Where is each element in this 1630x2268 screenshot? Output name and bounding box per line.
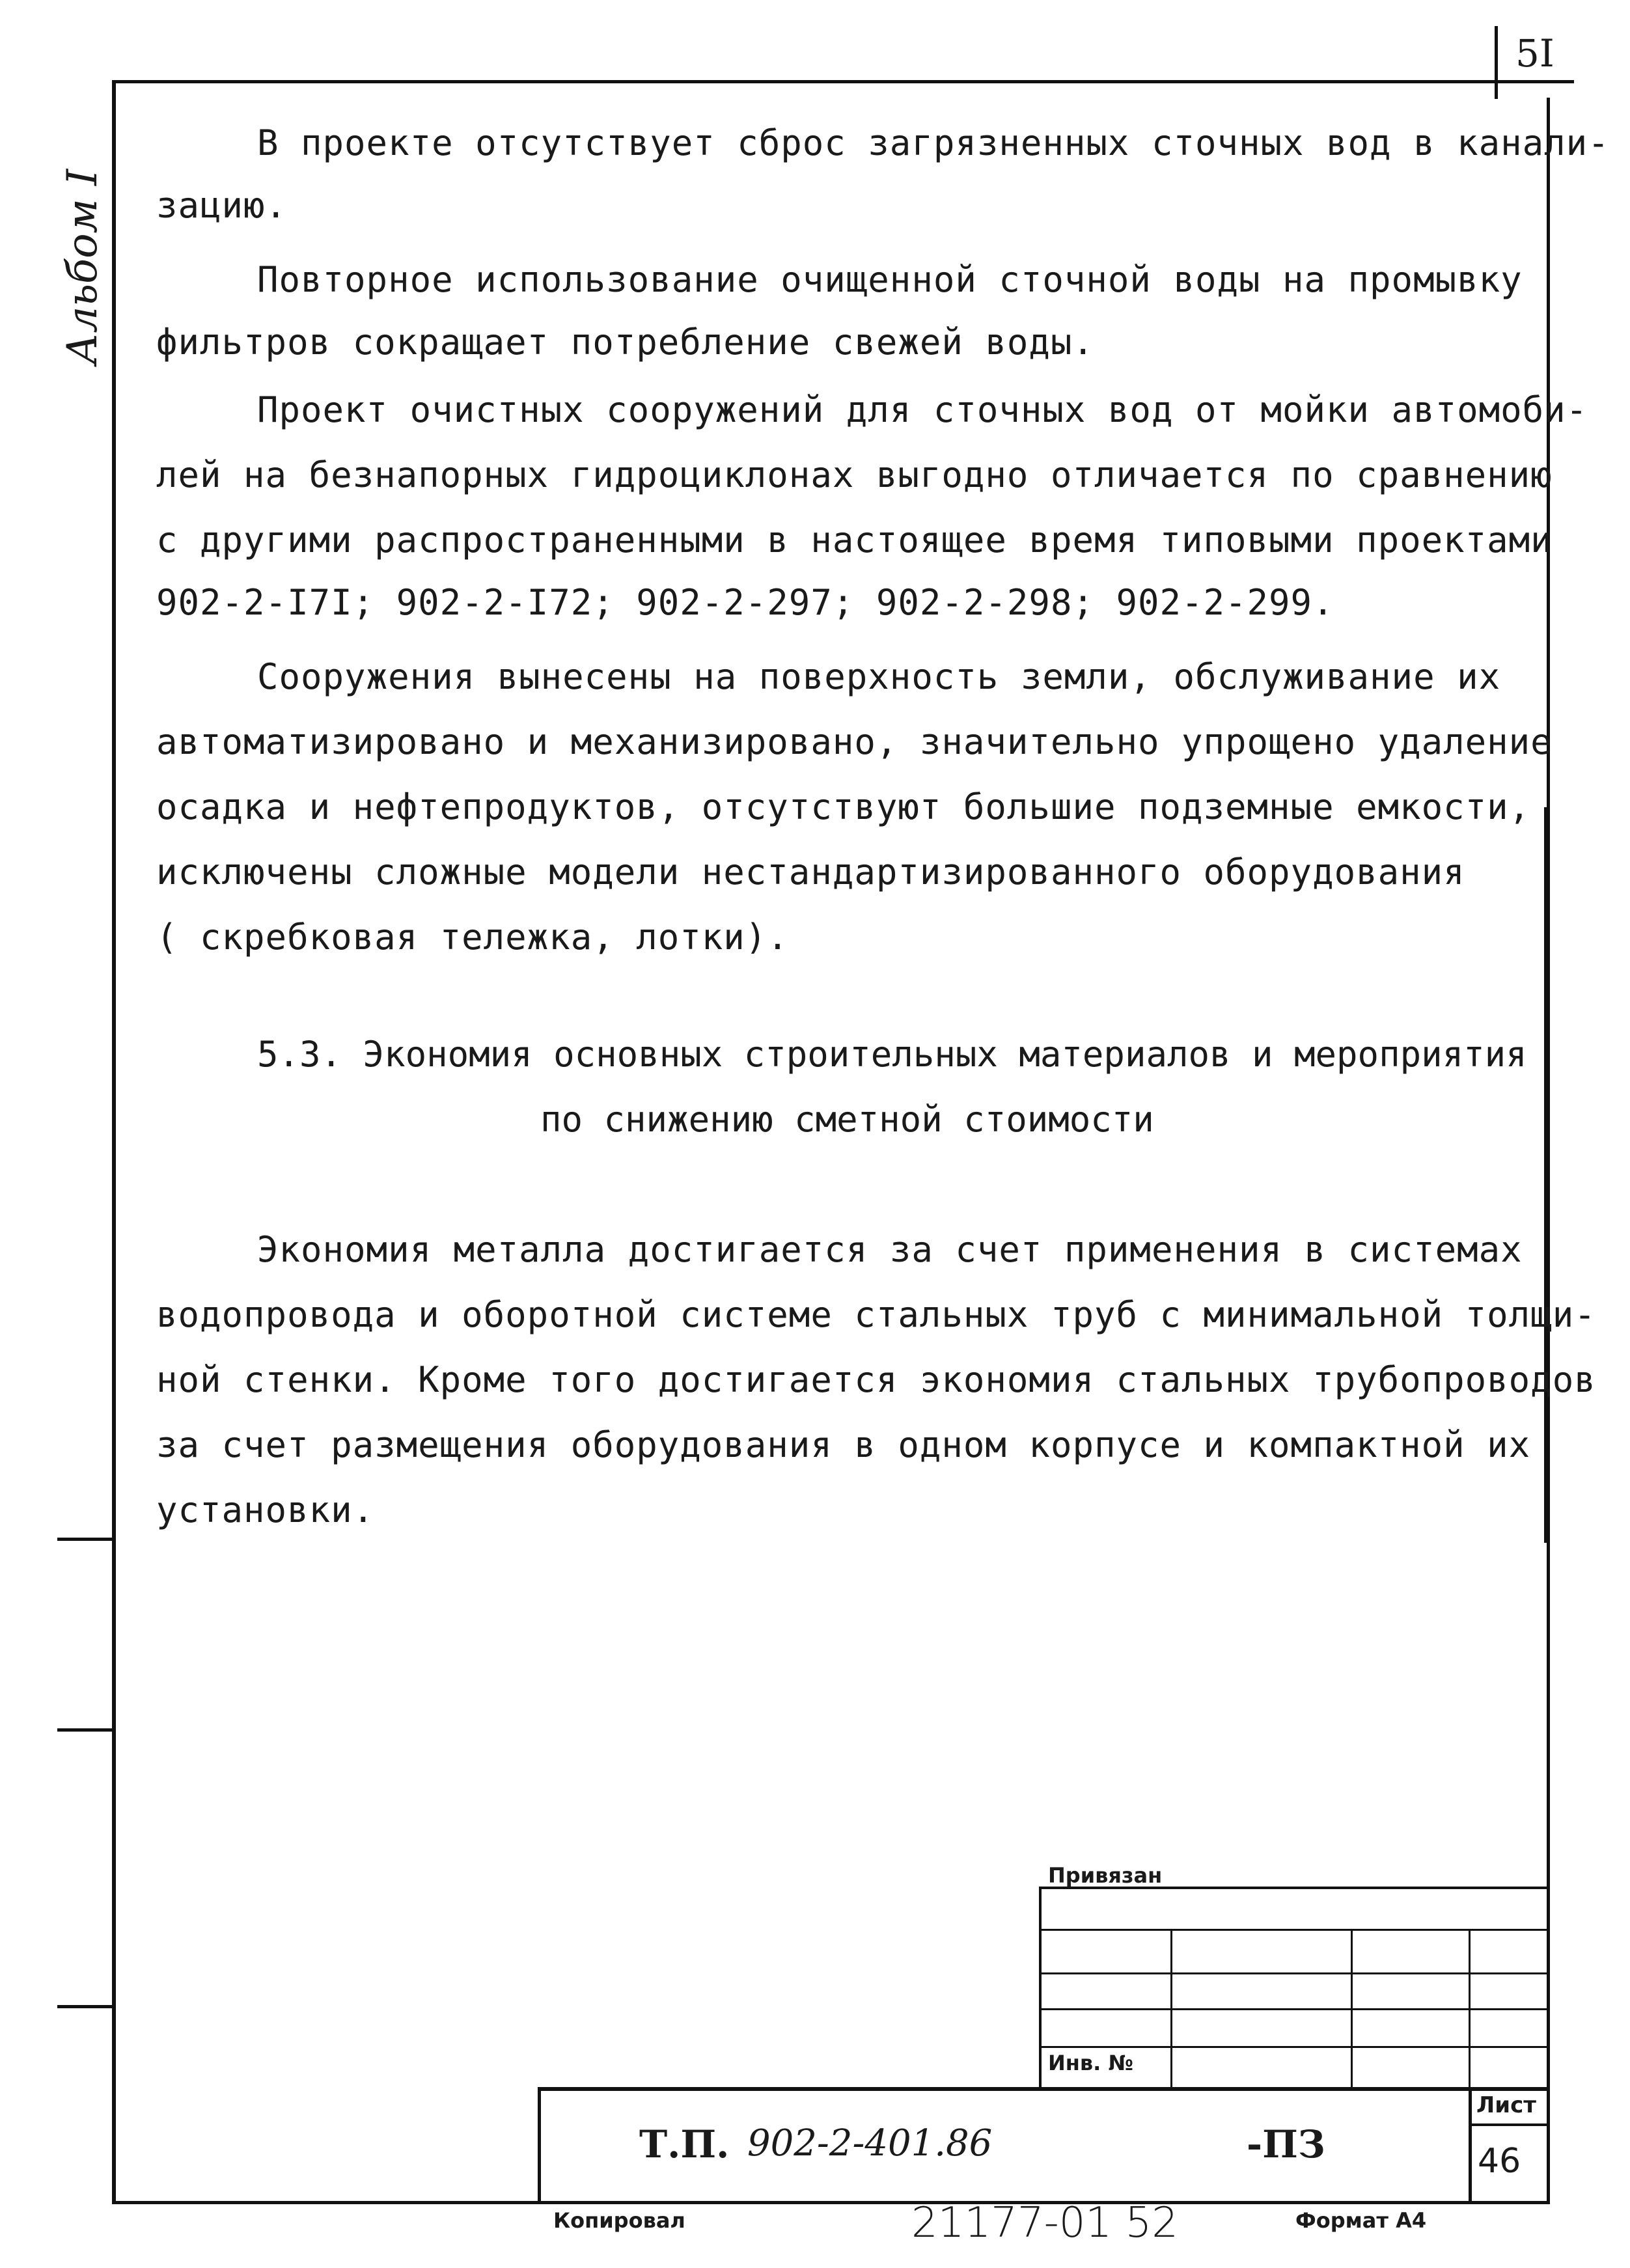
inv-no-label: Инв. № — [1048, 2051, 1133, 2075]
sheet-label: Лист — [1476, 2092, 1536, 2118]
margin-tick — [57, 2005, 115, 2008]
stamp-row-line — [1039, 1972, 1550, 1974]
stamp-row-line — [1039, 1929, 1550, 1931]
paragraph-4-line-4: исключены сложные модели нестандартизированного оборудования — [156, 851, 1465, 892]
paragraph-1-line-2: зацию. — [156, 185, 288, 226]
stamp-col-line — [1351, 1929, 1353, 2090]
paragraph-3-line-3: с другими распространенными в настоящее время типовыми проектами — [156, 519, 1553, 560]
frame-top — [112, 80, 1574, 83]
page-number: 5I — [1515, 31, 1554, 76]
privyazan-label: Привязан — [1048, 1863, 1163, 1888]
album-label: Альбом I — [59, 169, 107, 365]
paragraph-5-line-1: Экономия металла достигается за счет применения в системах — [257, 1229, 1523, 1270]
section-heading-line-1: 5.3. Экономия основных строительных материалов и мероприятия — [257, 1034, 1527, 1075]
paragraph-3-line-4: 902-2-I7I; 902-2-I72; 902-2-297; 902-2-298; 902-2-299. — [156, 582, 1334, 623]
order-number: 21177-01 52 — [911, 2199, 1178, 2247]
title-block-sheet-divider — [1469, 2087, 1472, 2204]
paragraph-1-line-1: В проекте отсутствует сброс загрязненных сточных вод в канали- — [257, 122, 1610, 163]
paragraph-5-line-5: установки. — [156, 1489, 375, 1530]
copied-by-label: Копировал — [553, 2208, 685, 2233]
frame-right-thick — [1544, 807, 1550, 1543]
corner-rule-vertical — [1495, 26, 1498, 99]
paragraph-3-line-1: Проект очистных сооружений для сточных вод от мойки автомоби- — [257, 389, 1588, 430]
tp-prefix: Т.П. — [639, 2122, 730, 2166]
paragraph-5-line-4: за счет размещения оборудования в одном корпусе и компактной их — [156, 1424, 1531, 1465]
sheet-number: 46 — [1478, 2142, 1521, 2181]
frame-left — [112, 80, 116, 2204]
paragraph-4-line-1: Сооружения вынесены на поверхность земли, обслуживание их — [257, 656, 1501, 697]
stamp-row-line — [1039, 2046, 1550, 2048]
margin-tick — [57, 1728, 115, 1732]
paragraph-4-line-3: осадка и нефтепродуктов, отсутствуют большие подземные емкости, — [156, 786, 1531, 827]
paragraph-3-line-2: лей на безнапорных гидроциклонах выгодно отличается по сравнению — [156, 454, 1553, 495]
stamp-col-line — [1469, 1929, 1471, 2090]
paragraph-4-line-2: автоматизировано и механизировано, значительно упрощено удаление — [156, 721, 1553, 762]
title-block-top — [538, 2087, 1550, 2091]
format-label: Формат А4 — [1295, 2208, 1427, 2233]
section-heading-line-2: по снижению сметной стоимости — [540, 1099, 1154, 1140]
paragraph-2-line-1: Повторное использование очищенной сточной воды на промывку — [257, 259, 1523, 300]
frame-bottom — [112, 2201, 1550, 2204]
tp-number: 902-2-401.86 — [747, 2122, 993, 2164]
doc-code: -ПЗ — [1247, 2122, 1325, 2166]
stamp-row-line — [1039, 2008, 1550, 2010]
paragraph-2-line-2: фильтров сокращает потребление свежей воды. — [156, 322, 1094, 363]
stamp-left — [1039, 1887, 1042, 2090]
stamp-col-line — [1170, 1929, 1172, 2090]
paragraph-5-line-2: водопровода и оборотной системе стальных труб с минимальной толщи- — [156, 1294, 1596, 1335]
paragraph-4-line-5: ( скребковая тележка, лотки). — [156, 917, 789, 958]
title-block-left — [538, 2087, 541, 2204]
margin-tick — [57, 1538, 115, 1541]
paragraph-5-line-3: ной стенки. Кроме того достигается экономия стальных трубопроводов — [156, 1359, 1596, 1400]
title-block-sheet-row — [1469, 2123, 1550, 2126]
